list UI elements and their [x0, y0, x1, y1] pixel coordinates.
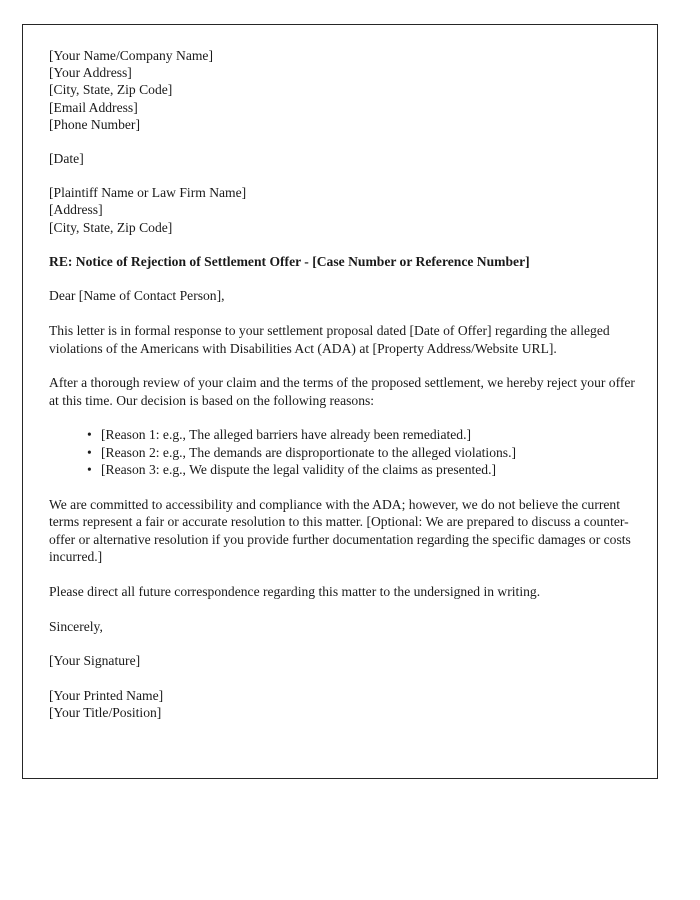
sender-name-line: [Your Name/Company Name] — [49, 48, 213, 63]
reasons-list — [49, 426, 635, 478]
recipient-address-block — [49, 184, 635, 236]
body-paragraph-3: We are committed to accessibility and compliance with the ADA; however, we do not believe the current terms represent a fair or accurate resolution to this matter. [Optional: We are prepared to discuss a counter-offer or alternative resolution if you provide further documentation regarding the specific damages or costs incurred.] — [49, 496, 631, 565]
date-block — [49, 150, 635, 167]
sender-phone-line: [Phone Number] — [49, 116, 140, 132]
sender-city-state-zip-line: [City, State, Zip Code] — [49, 82, 173, 98]
title-position-line: [Your Title/Position] — [49, 704, 162, 720]
date-line: [Date] — [49, 151, 84, 167]
salutation: Dear [Name of Contact Person], — [49, 288, 225, 304]
printed-name-line: [Your Printed Name] — [49, 687, 164, 703]
recipient-city-state-zip-line: [City, State, Zip Code] — [49, 219, 173, 235]
body-paragraph-2: After a thorough review of your claim and the terms of the proposed settlement, we hereby reject your offer at this time. Our decision is based on the following reasons: — [49, 375, 635, 408]
signature-block — [49, 687, 635, 721]
list-item: • [Reason 2: e.g., The demands are disproportionate to the alleged violations.] — [87, 444, 635, 461]
recipient-name-line: [Plaintiff Name or Law Firm Name] — [49, 185, 247, 201]
signature-placeholder: [Your Signature] — [49, 653, 141, 669]
sender-address-block — [49, 47, 635, 133]
recipient-address-line: [Address] — [49, 202, 103, 218]
sender-address-line: [Your Address] — [49, 65, 132, 81]
closing-line: Sincerely, — [49, 618, 103, 634]
list-item: • [Reason 1: e.g., The alleged barriers have already been remediated.] — [87, 426, 635, 443]
letter-page — [22, 24, 658, 779]
sender-email-line: [Email Address] — [49, 99, 138, 115]
letter-body — [49, 47, 635, 738]
body-paragraph-1: This letter is in formal response to your settlement proposal dated [Date of Offer] regarding the alleged violations of the Americans with Disabilities Act (ADA) at [Property Address/Website URL]. — [49, 323, 610, 356]
list-item: • [Reason 3: e.g., We dispute the legal validity of the claims as presented.] — [87, 461, 635, 478]
subject-line: RE: Notice of Rejection of Settlement Offer - [Case Number or Reference Number] — [49, 253, 530, 269]
body-paragraph-4: Please direct all future correspondence regarding this matter to the undersigned in writing. — [49, 583, 541, 599]
